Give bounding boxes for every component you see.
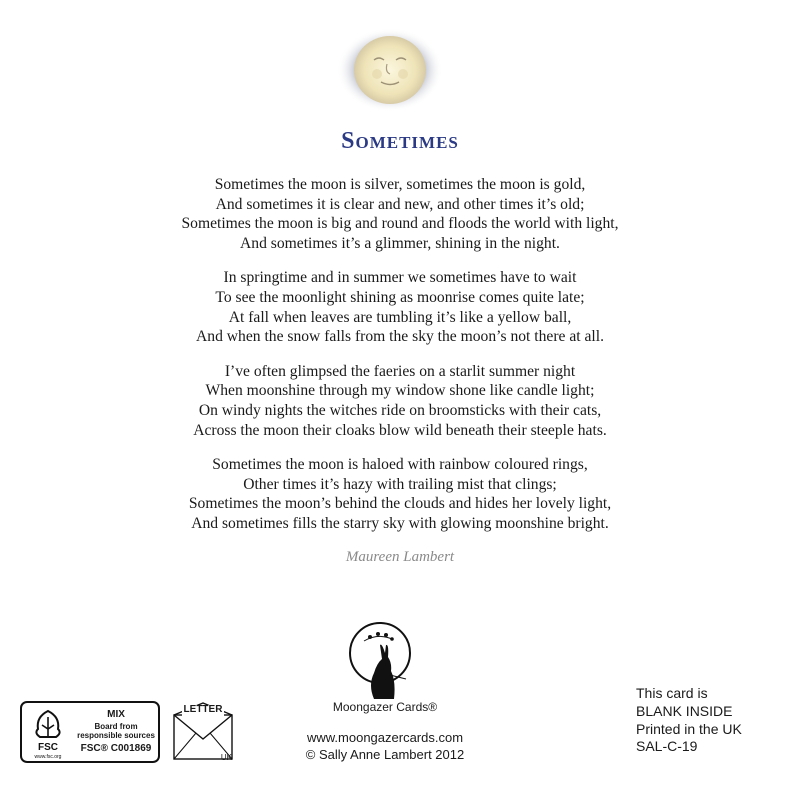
poem-line: Sometimes the moon is silver, sometimes the moon is gold,	[214, 176, 586, 193]
poem-line: And sometimes it is clear and new, and other times it’s old;	[215, 195, 585, 213]
fsc-tree-icon	[28, 707, 68, 759]
brand-name: Moongazer Cards®	[332, 700, 438, 714]
poem-line: Sometimes the moon is big and round and floods the world with light,	[181, 215, 619, 233]
poem-line: When moonshine through my window shone like candle light;	[205, 382, 595, 400]
poem-body	[0, 175, 800, 549]
card-code: SAL-C-19	[636, 738, 698, 755]
poem-line: And sometimes it’s a glimmer, shining in the night.	[240, 234, 560, 252]
moongazer-hare-logo	[344, 615, 424, 700]
card-info-line: BLANK INSIDE	[636, 702, 733, 719]
publisher-info	[260, 729, 510, 763]
author-name: Maureen Lambert	[345, 549, 455, 565]
copyright-text: © Sally Anne Lambert 2012	[305, 747, 465, 762]
fsc-badge	[20, 701, 160, 763]
poem-line: To see the moonlight shining as moonrise comes quite late;	[215, 288, 585, 306]
fsc-mix-label: MIX	[107, 709, 125, 720]
poem-line: In springtime and in summer we sometimes have to wait	[223, 269, 577, 287]
card-info-line: This card is	[636, 685, 708, 701]
card-info	[636, 685, 742, 756]
fsc-logo-text: FSC	[38, 742, 58, 753]
poem-line: And when the snow falls from the sky the moon’s not there at all.	[196, 328, 604, 346]
fsc-code: FSC® C001869	[80, 743, 152, 754]
poem-title: Sometimes	[341, 128, 459, 154]
stanza-1	[0, 175, 800, 253]
poem-line: Sometimes the moon is haloed with rainbow coloured rings,	[212, 456, 588, 474]
poem-line: Across the moon their cloaks blow wild beneath their steeple hats.	[193, 421, 607, 439]
fsc-url: www.fsc.org	[34, 754, 62, 759]
stanza-3	[0, 362, 800, 440]
fsc-board-line: Board from	[94, 722, 138, 731]
poem-line: Other times it’s hazy with trailing mist that clings;	[243, 475, 557, 493]
poem-line: On windy nights the witches ride on broomsticks with their cats,	[198, 401, 602, 419]
card-info-line: Printed in the UK	[636, 720, 742, 737]
poem-line: Sometimes the moon’s behind the clouds and hides her lovely light,	[188, 495, 612, 513]
poem-line: At fall when leaves are tumbling it’s like a yellow ball,	[228, 308, 572, 326]
poem-line: I’ve often glimpsed the faeries on a starlit summer night	[224, 362, 576, 380]
fsc-board-line: responsible sources	[77, 731, 155, 740]
fsc-board-text	[74, 722, 158, 740]
moon-illustration	[337, 28, 443, 112]
letter-postage-badge	[170, 701, 236, 763]
poem-line: And sometimes fills the starry sky with glowing moonshine bright.	[191, 514, 609, 532]
website-link[interactable]: www.moongazercards.com	[306, 730, 464, 745]
letter-label: LETTER	[183, 704, 223, 715]
letter-country: UK	[220, 753, 232, 762]
stanza-4	[0, 455, 800, 533]
stanza-2	[0, 268, 800, 346]
